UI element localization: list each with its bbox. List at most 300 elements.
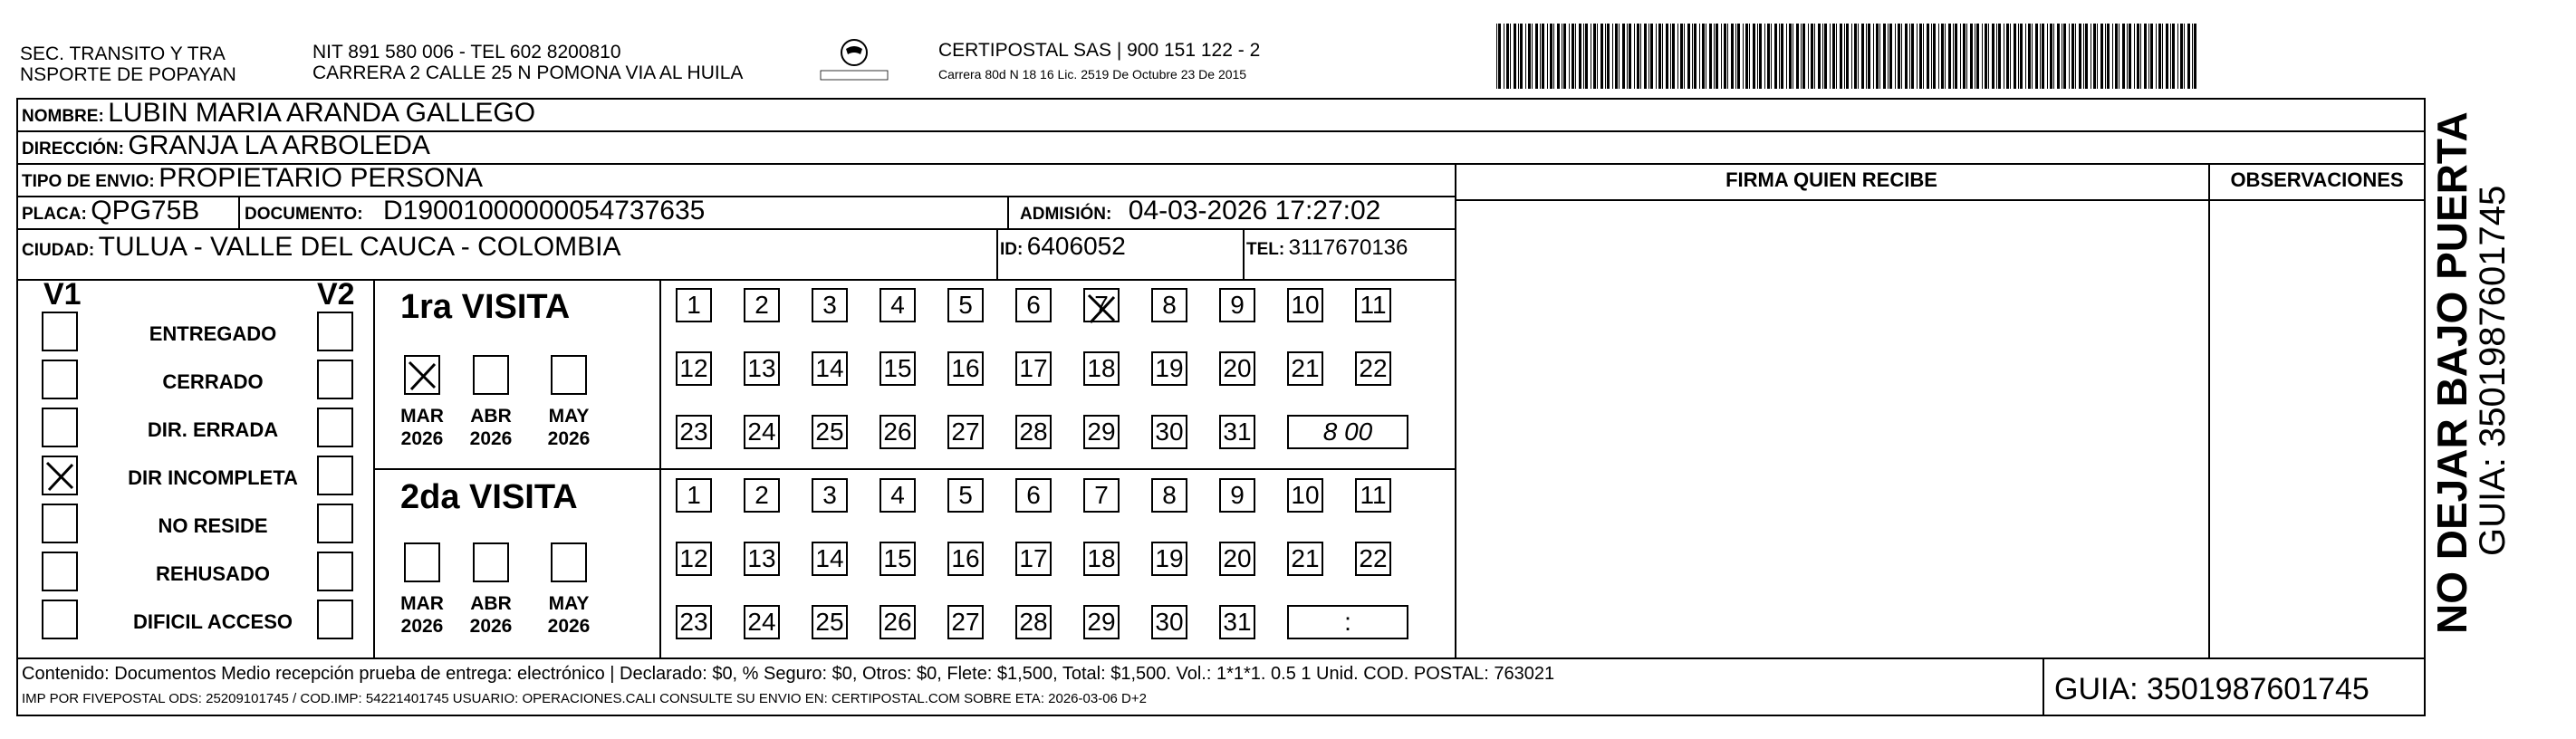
month-label [542, 592, 596, 638]
barcode-bar [1996, 24, 1997, 89]
barcode-bar [1779, 24, 1780, 89]
barcode-bar [1597, 24, 1598, 89]
day-box-19[interactable]: 19 [1151, 351, 1187, 386]
barcode-bar [1658, 24, 1661, 89]
v2-checkbox[interactable] [317, 312, 353, 351]
day-box-21[interactable]: 21 [1287, 542, 1323, 576]
barcode-bar [2134, 24, 2135, 89]
day-box-18[interactable]: 18 [1083, 351, 1120, 386]
barcode-bar [1927, 24, 1929, 89]
side-guia: GUIA: 3501987601745 [2473, 185, 2513, 556]
barcode-bar [1818, 24, 1821, 89]
side-warning: NO DEJAR BAJO PUERTA [2428, 111, 2475, 634]
row-divider [1455, 199, 2426, 201]
day-box-15[interactable]: 15 [879, 542, 916, 576]
v1-checkbox[interactable] [42, 504, 78, 543]
barcode-bar [1745, 24, 1748, 89]
barcode-bar [1619, 24, 1620, 89]
day-box-17[interactable]: 17 [1015, 542, 1052, 576]
barcode-bar [1680, 24, 1683, 89]
month-checkbox-may[interactable] [551, 542, 587, 582]
day-box-21[interactable]: 21 [1287, 351, 1323, 386]
barcode-bar [1789, 24, 1792, 89]
month-checkbox-mar[interactable] [404, 542, 440, 582]
admision-value: 04-03-2026 17:27:02 [1128, 196, 1381, 226]
barcode-bar [1832, 24, 1835, 89]
barcode-bar [1753, 24, 1755, 89]
barcode-bar [1960, 24, 1961, 89]
placa-value: QPG75B [91, 196, 200, 226]
day-box-13[interactable]: 13 [744, 351, 780, 386]
month-name: MAY [548, 406, 590, 427]
barcode-bar [2158, 24, 2161, 89]
month-label [395, 405, 449, 450]
day-box-17[interactable]: 17 [1015, 351, 1052, 386]
barcode-bar [1844, 24, 1845, 89]
day-box-8[interactable]: 8 [1151, 288, 1187, 322]
day-box-31[interactable]: 31 [1219, 605, 1255, 639]
month-name: MAR [400, 406, 444, 427]
day-box-5[interactable]: 5 [947, 478, 984, 513]
v2-checkbox[interactable] [317, 552, 353, 591]
ciudad-label: CIUDAD: [22, 241, 95, 260]
barcode-bar [1547, 24, 1548, 89]
barcode-bar [1607, 24, 1610, 89]
barcode-bar [1735, 24, 1736, 89]
barcode-bar [1585, 24, 1588, 89]
day-box-10[interactable]: 10 [1287, 478, 1323, 513]
day-box-2[interactable]: 2 [744, 288, 780, 322]
day-box-11[interactable]: 11 [1355, 478, 1391, 513]
direccion-label: DIRECCIÓN: [22, 139, 124, 158]
day-box-1[interactable]: 1 [676, 288, 712, 322]
barcode-bar [2148, 24, 2149, 89]
barcode-bar [2032, 24, 2033, 89]
barcode-bar [1830, 24, 1831, 89]
v2-checkbox[interactable] [317, 600, 353, 639]
barcode-bar [1640, 24, 1641, 89]
day-box-29[interactable]: 29 [1083, 605, 1120, 639]
barcode-bar [1518, 24, 1519, 89]
barcode-bar [1540, 24, 1541, 89]
barcode-bar [2050, 24, 2052, 89]
day-box-7[interactable] [1083, 288, 1120, 322]
barcode-bar [1525, 24, 1526, 89]
day-box-31[interactable]: 31 [1219, 415, 1255, 449]
month-checkbox-mar[interactable] [404, 355, 440, 395]
barcode-bar [2172, 24, 2175, 89]
day-box-9[interactable]: 9 [1219, 288, 1255, 322]
day-box-22[interactable]: 22 [1355, 542, 1391, 576]
barcode-bar [1629, 24, 1631, 89]
day-box-6[interactable]: 6 [1015, 288, 1052, 322]
month-checkbox-abr[interactable] [473, 355, 509, 395]
courier-line-1: CERTIPOSTAL SAS | 900 151 122 - 2 [938, 40, 1261, 61]
barcode-bar [1532, 24, 1533, 89]
firma-header: FIRMA QUIEN RECIBE [1725, 168, 1937, 191]
v2-checkbox[interactable] [317, 408, 353, 447]
day-box-20[interactable]: 20 [1219, 351, 1255, 386]
barcode-bar [1895, 24, 1896, 89]
barcode-bar [1749, 24, 1750, 89]
barcode-bar [1656, 24, 1657, 89]
barcode [1493, 24, 2199, 89]
barcode-bar [1822, 24, 1823, 89]
barcode-bar [2122, 24, 2125, 89]
barcode-bar [1648, 24, 1649, 89]
barcode-bar [1992, 24, 1994, 89]
col-divider [2043, 657, 2044, 716]
barcode-bar [2112, 24, 2113, 89]
barcode-bar [1911, 24, 1914, 89]
barcode-bar [1941, 24, 1944, 89]
barcode-bar [1767, 24, 1770, 89]
barcode-bar [1575, 24, 1576, 89]
first-visit-title: 1ra VISITA [400, 288, 571, 326]
barcode-bar [2192, 24, 2193, 89]
barcode-bar [1699, 24, 1700, 89]
barcode-bar [1731, 24, 1734, 89]
month-label [395, 592, 449, 638]
barcode-bar [2156, 24, 2157, 89]
day-box-9[interactable]: 9 [1219, 478, 1255, 513]
barcode-bar [1771, 24, 1772, 89]
barcode-bar [1861, 24, 1864, 89]
barcode-bar [1692, 24, 1693, 89]
day-box-28[interactable]: 28 [1015, 605, 1052, 639]
barcode-bar [1963, 24, 1966, 89]
month-name: MAR [400, 593, 444, 614]
barcode-bar [2097, 24, 2098, 89]
month-year: 2026 [547, 616, 591, 637]
barcode-bar [2127, 24, 2128, 89]
barcode-bar [2140, 24, 2141, 89]
day-box-16[interactable]: 16 [947, 351, 984, 386]
row-divider [373, 468, 1455, 470]
day-box-14[interactable]: 14 [812, 351, 848, 386]
barcode-bar [1866, 24, 1867, 89]
day-box-18[interactable]: 18 [1083, 542, 1120, 576]
observaciones-header: OBSERVACIONES [2230, 168, 2404, 191]
barcode-bar [1724, 24, 1726, 89]
id-value: 6406052 [1026, 232, 1126, 260]
barcode-bar [1945, 24, 1946, 89]
col-divider [1007, 196, 1009, 228]
barcode-bar [2040, 24, 2041, 89]
nombre-row [22, 100, 535, 127]
barcode-bar [1879, 24, 1880, 89]
day-box-22[interactable]: 22 [1355, 351, 1391, 386]
status-label: CERRADO [162, 370, 264, 393]
day-box-12[interactable]: 12 [676, 351, 712, 386]
day-box-2[interactable]: 2 [744, 478, 780, 513]
day-box-8[interactable]: 8 [1151, 478, 1187, 513]
day-box-24[interactable]: 24 [744, 415, 780, 449]
row-divider [16, 657, 2426, 659]
barcode-bar [1677, 24, 1678, 89]
v1-checkbox[interactable] [42, 408, 78, 447]
v1-checkbox[interactable] [42, 600, 78, 639]
barcode-bar [2129, 24, 2131, 89]
barcode-bar [1774, 24, 1777, 89]
nombre-label: NOMBRE: [22, 107, 104, 126]
direccion-row [22, 132, 430, 159]
barcode-bar [1721, 24, 1722, 89]
documento-value: D19001000000054737635 [383, 196, 706, 226]
barcode-bar [1662, 24, 1663, 89]
status-label: ENTREGADO [149, 322, 277, 345]
barcode-bar [1931, 24, 1932, 89]
barcode-bar [1898, 24, 1900, 89]
v2-checkbox[interactable] [317, 504, 353, 543]
day-box-23[interactable]: 23 [676, 415, 712, 449]
address-line: CARRERA 2 CALLE 25 N POMONA VIA AL HUILA [312, 62, 744, 83]
day-box-28[interactable]: 28 [1015, 415, 1052, 449]
barcode-bar [1854, 24, 1857, 89]
placa-label: PLACA: [22, 205, 87, 224]
barcode-bar [1542, 24, 1544, 89]
barcode-bar [1757, 24, 1758, 89]
day-box-11[interactable]: 11 [1355, 288, 1391, 322]
barcode-bar [1550, 24, 1552, 89]
ciudad-value: TULUA - VALLE DEL CAUCA - COLOMBIA [98, 232, 621, 262]
status-label: DIR. ERRADA [147, 418, 279, 441]
col-divider [1455, 163, 1456, 657]
barcode-bar [1781, 24, 1783, 89]
day-box-24[interactable]: 24 [744, 605, 780, 639]
barcode-bar [1888, 24, 1889, 89]
day-box-27[interactable]: 27 [947, 605, 984, 639]
barcode-bar [2079, 24, 2081, 89]
barcode-bar [2035, 24, 2038, 89]
barcode-bar [1953, 24, 1954, 89]
barcode-bar [1694, 24, 1697, 89]
barcode-bar [1948, 24, 1951, 89]
barcode-bar [2075, 24, 2076, 89]
row-divider [16, 279, 1455, 281]
barcode-bar [1612, 24, 1613, 89]
barcode-bar [1764, 24, 1765, 89]
id-cell [1000, 234, 1126, 259]
barcode-bar [2177, 24, 2178, 89]
day-box-29[interactable]: 29 [1083, 415, 1120, 449]
barcode-bar [2137, 24, 2139, 89]
barcode-bar [2042, 24, 2044, 89]
barcode-bar [2093, 24, 2096, 89]
barcode-bar [1796, 24, 1799, 89]
nit-line: NIT 891 580 006 - TEL 602 8200810 [312, 42, 621, 62]
day-box-25[interactable]: 25 [812, 605, 848, 639]
v1-checkbox[interactable] [42, 312, 78, 351]
day-box-26[interactable]: 26 [879, 605, 916, 639]
barcode-bar [2180, 24, 2183, 89]
v2-header: V2 [317, 277, 355, 312]
status-label: DIR INCOMPLETA [128, 466, 298, 489]
day-box-23[interactable]: 23 [676, 605, 712, 639]
barcode-bar [1650, 24, 1653, 89]
barcode-bar [1873, 24, 1874, 89]
barcode-bar [1883, 24, 1886, 89]
month-year: 2026 [547, 428, 591, 449]
barcode-bar [2063, 24, 2066, 89]
barcode-bar [2010, 24, 2011, 89]
month-year: 2026 [400, 616, 444, 637]
tipo-value: PROPIETARIO PERSONA [159, 163, 484, 193]
barcode-bar [1644, 24, 1647, 89]
barcode-bar [2006, 24, 2009, 89]
day-box-30[interactable]: 30 [1151, 415, 1187, 449]
barcode-bar [2057, 24, 2060, 89]
v1-checkbox[interactable] [42, 456, 78, 495]
barcode-bar [1840, 24, 1842, 89]
barcode-bar [2107, 24, 2110, 89]
barcode-bar [1868, 24, 1870, 89]
barcode-bar [1557, 24, 1560, 89]
barcode-bar [2047, 24, 2048, 89]
barcode-bar [1622, 24, 1625, 89]
first-visit-time-box[interactable]: 8 00 [1287, 415, 1408, 449]
barcode-bar [1966, 24, 1967, 89]
v2-checkbox[interactable] [317, 456, 353, 495]
col-divider [2208, 163, 2210, 657]
day-box-26[interactable]: 26 [879, 415, 916, 449]
month-checkbox-abr[interactable] [473, 542, 509, 582]
day-box-15[interactable]: 15 [879, 351, 916, 386]
day-box-6[interactable]: 6 [1015, 478, 1052, 513]
courier-line-2: Carrera 80d N 18 16 Lic. 2519 De Octubre 23 De 2015 [938, 67, 1247, 82]
barcode-bar [1510, 24, 1511, 89]
sender-contact [312, 42, 743, 83]
v1-checkbox[interactable] [42, 552, 78, 591]
barcode-bar [1535, 24, 1538, 89]
col-divider [1243, 228, 1245, 279]
sender-name [20, 43, 236, 85]
barcode-bar [2083, 24, 2084, 89]
tipo-row [22, 165, 483, 192]
ciudad-cell [22, 234, 621, 261]
barcode-bar [1917, 24, 1918, 89]
barcode-bar [1615, 24, 1618, 89]
barcode-bar [1496, 24, 1497, 89]
day-box-20[interactable]: 20 [1219, 542, 1255, 576]
day-box-12[interactable]: 12 [676, 542, 712, 576]
col-divider [238, 196, 240, 228]
barcode-bar [1569, 24, 1570, 89]
direccion-value: GRANJA LA ARBOLEDA [128, 130, 430, 160]
month-label [464, 592, 518, 638]
admision-label: ADMISIÓN: [1020, 205, 1112, 224]
day-box-13[interactable]: 13 [744, 542, 780, 576]
day-box-3[interactable]: 3 [812, 478, 848, 513]
barcode-bar [1684, 24, 1685, 89]
day-box-19[interactable]: 19 [1151, 542, 1187, 576]
barcode-bar [2018, 24, 2019, 89]
barcode-bar [1876, 24, 1879, 89]
month-year: 2026 [400, 428, 444, 449]
day-box-4[interactable]: 4 [879, 478, 916, 513]
v2-checkbox[interactable] [317, 360, 353, 399]
barcode-bar [1985, 24, 1987, 89]
month-label [464, 405, 518, 450]
barcode-bar [1563, 24, 1566, 89]
barcode-bar [1553, 24, 1554, 89]
tel-label: TEL: [1246, 240, 1285, 259]
barcode-bar [1666, 24, 1668, 89]
day-box-30[interactable]: 30 [1151, 605, 1187, 639]
barcode-bar [1976, 24, 1979, 89]
barcode-bar [1846, 24, 1849, 89]
barcode-bar [1802, 24, 1805, 89]
documento-cell [245, 197, 705, 225]
barcode-bar [2014, 24, 2016, 89]
barcode-bar [1528, 24, 1531, 89]
barcode-bar [1933, 24, 1936, 89]
tipo-label: TIPO DE ENVIO: [22, 172, 155, 191]
month-name: ABR [470, 406, 512, 427]
barcode-bar [1811, 24, 1813, 89]
month-checkbox-may[interactable] [551, 355, 587, 395]
barcode-bar [1506, 24, 1509, 89]
sender-line-2: NSPORTE DE POPAYAN [20, 64, 236, 85]
barcode-bar [2170, 24, 2171, 89]
barcode-bar [2115, 24, 2118, 89]
courier-info [938, 40, 1260, 85]
row-divider [16, 228, 1455, 230]
day-box-5[interactable]: 5 [947, 288, 984, 322]
id-label: ID: [1000, 240, 1024, 259]
barcode-bar [2020, 24, 2023, 89]
status-label: REHUSADO [156, 562, 270, 585]
barcode-bar [1634, 24, 1635, 89]
tel-value: 3117670136 [1288, 235, 1408, 260]
barcode-bar [1851, 24, 1852, 89]
admision-cell [1020, 197, 1380, 225]
day-box-27[interactable]: 27 [947, 415, 984, 449]
barcode-bar [1514, 24, 1516, 89]
barcode-bar [1498, 24, 1501, 89]
status-label: NO RESIDE [158, 514, 268, 537]
day-box-25[interactable]: 25 [812, 415, 848, 449]
day-box-7[interactable]: 7 [1083, 478, 1120, 513]
footer-content-line: Contenido: Documentos Medio recepción prueba de entrega: electrónico | Declarado: $0, % Seguro: $0, Otros: $0, Flete: $1,500, Total: $1,500. Vol.: 1*1*1. 0.5 1 Unid. COD. POSTAL: 763021 [22, 664, 1555, 684]
barcode-bar [1687, 24, 1690, 89]
barcode-bar [2150, 24, 2153, 89]
barcode-bar [1637, 24, 1639, 89]
day-box-4[interactable]: 4 [879, 288, 916, 322]
month-name: MAY [548, 593, 590, 614]
month-year: 2026 [469, 616, 513, 637]
second-visit-time-box[interactable]: : [1287, 605, 1408, 639]
day-box-10[interactable]: 10 [1287, 288, 1323, 322]
barcode-bar [2025, 24, 2026, 89]
day-box-3[interactable]: 3 [812, 288, 848, 322]
barcode-bar [1743, 24, 1744, 89]
barcode-bar [1905, 24, 1908, 89]
day-box-16[interactable]: 16 [947, 542, 984, 576]
v1-checkbox[interactable] [42, 360, 78, 399]
day-box-1[interactable]: 1 [676, 478, 712, 513]
barcode-bar [1808, 24, 1809, 89]
barcode-bar [1593, 24, 1596, 89]
month-name: ABR [470, 593, 512, 614]
barcode-bar [1801, 24, 1802, 89]
certipostal-logo [813, 36, 895, 87]
barcode-bar [1579, 24, 1581, 89]
status-label: DIFICIL ACCESO [132, 610, 293, 633]
day-box-14[interactable]: 14 [812, 542, 848, 576]
tel-cell [1246, 237, 1408, 259]
month-label [542, 405, 596, 450]
